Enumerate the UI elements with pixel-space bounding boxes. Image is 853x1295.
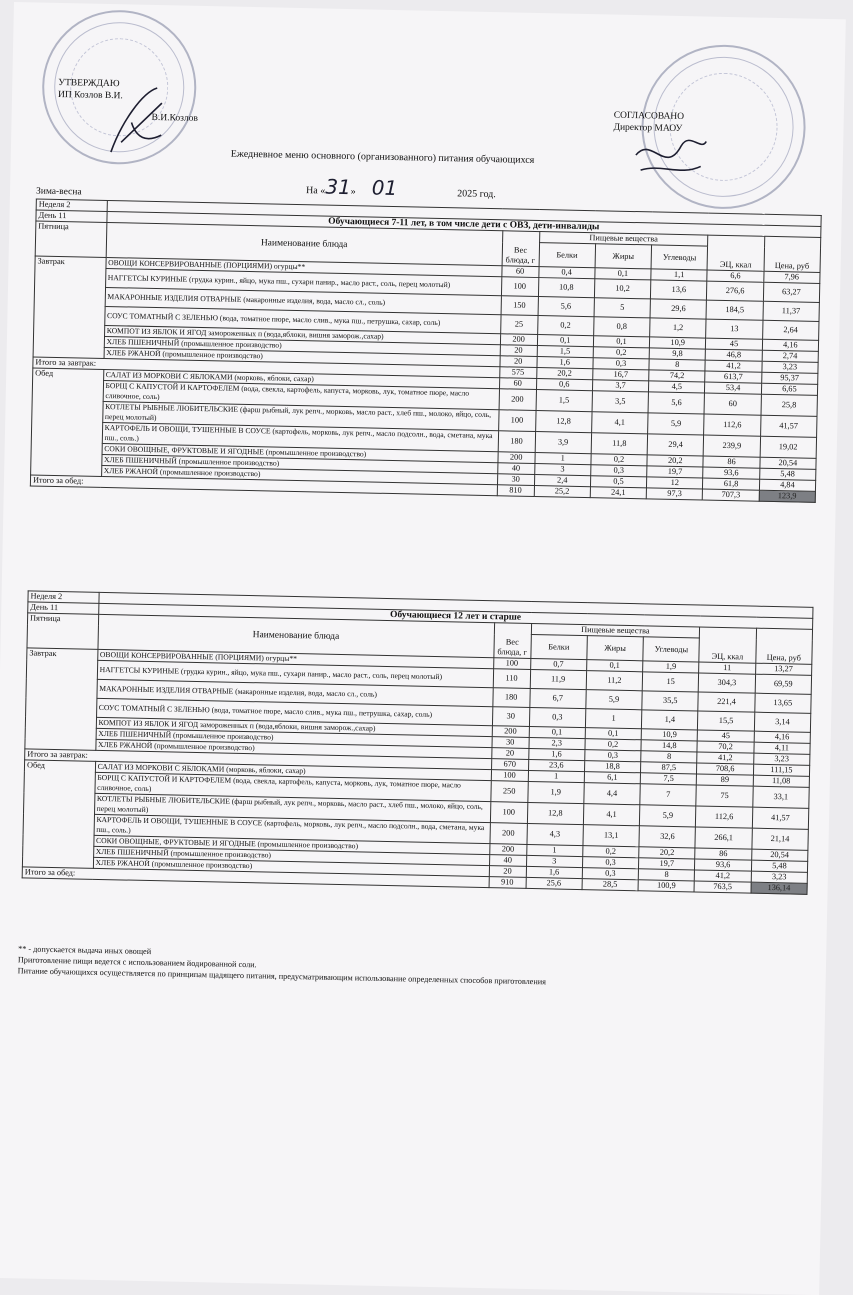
dish-c: 10,9 xyxy=(641,729,697,741)
dish-name: ХЛЕБ ПШЕНИЧНЫЙ (промышленное производство) xyxy=(104,336,500,355)
col-protein: Белки xyxy=(539,243,596,268)
dish-k: 13 xyxy=(706,319,763,339)
dish-k: 112,6 xyxy=(696,806,753,828)
dish-p: 1,5 xyxy=(536,390,593,412)
dish-p: 1,6 xyxy=(528,748,584,760)
dish-f: 0,2 xyxy=(585,739,641,751)
dish-w: 40 xyxy=(497,463,534,475)
total-label: Итого за завтрак: xyxy=(25,749,492,770)
dish-r: 33,1 xyxy=(752,786,809,808)
dish-w: 60 xyxy=(502,266,539,278)
dish-name: МАКАРОННЫЕ ИЗДЕЛИЯ ОТВАРНЫЕ (макаронные изделия, вода, масло сл., соль) xyxy=(105,287,501,314)
col-kcal: ЭЦ, ккал xyxy=(707,235,764,271)
total-k: 707,3 xyxy=(703,489,759,501)
dish-w: 30 xyxy=(497,474,534,486)
dish-f: 13,1 xyxy=(583,825,640,847)
dish-p: 0,2 xyxy=(537,316,594,336)
dish-w: 20 xyxy=(500,345,537,357)
dish-p: 0,1 xyxy=(537,335,593,347)
dish-f: 4,4 xyxy=(584,783,641,805)
total-label: Итого за обед: xyxy=(22,867,489,888)
total-f: 24,1 xyxy=(590,487,646,499)
dish-c: 29,4 xyxy=(647,434,704,456)
dish-r: 69,59 xyxy=(755,674,812,694)
dish-r: 3,23 xyxy=(762,361,819,373)
total-f: 18,8 xyxy=(584,761,640,773)
dish-c: 7 xyxy=(640,784,697,806)
col-nutrients: Пищевые вещества xyxy=(531,623,700,638)
dish-k: 11 xyxy=(699,662,755,674)
dish-r: 13,65 xyxy=(754,693,811,713)
dish-name: КОМПОТ ИЗ ЯБЛОК И ЯГОД замороженных п (вода,яблоки, вишня заморож.,сахар) xyxy=(96,717,492,736)
dish-w: 30 xyxy=(492,707,529,727)
dish-k: 53,4 xyxy=(705,382,761,394)
total-w: 670 xyxy=(491,759,528,771)
dish-k: 15,5 xyxy=(698,711,755,731)
dish-f: 11,8 xyxy=(591,433,648,455)
dish-c: 1,1 xyxy=(651,269,707,281)
dish-c: 1,4 xyxy=(642,710,699,730)
total-label: Итого за завтрак: xyxy=(33,357,500,378)
col-fat: Жиры xyxy=(595,244,652,269)
total-c: 74,2 xyxy=(649,370,705,382)
total-w: 575 xyxy=(499,367,536,379)
dish-c: 9,8 xyxy=(649,348,705,360)
dish-f: 0,5 xyxy=(590,476,646,488)
col-dish: Наименование блюда xyxy=(106,222,503,265)
dish-c: 4,5 xyxy=(649,381,705,393)
dish-p: 4,3 xyxy=(527,823,584,845)
dish-r: 3,23 xyxy=(753,753,810,765)
dish-name: СОУС ТОМАТНЫЙ С ЗЕЛЕНЬЮ (вода, томатное пюре, масло слив., мука пш., петрушка, сахар, соль) xyxy=(104,306,500,333)
col-dish: Наименование блюда xyxy=(98,614,495,657)
dish-p: 11,9 xyxy=(530,669,587,689)
dish-r: 13,27 xyxy=(755,663,812,675)
dish-r: 5,48 xyxy=(751,860,808,872)
dish-c: 19,7 xyxy=(647,466,703,478)
agreed-signature xyxy=(630,125,711,187)
dish-p: 1,5 xyxy=(537,346,593,358)
total-w: 810 xyxy=(497,485,534,497)
dish-p: 0,6 xyxy=(536,379,592,391)
dish-f: 0,2 xyxy=(591,454,647,466)
dish-f: 4,1 xyxy=(591,412,648,434)
footnote-1: ** - допускается выдача иных овощей xyxy=(18,944,152,957)
date-day: 31 xyxy=(325,174,352,200)
dish-c: 13,6 xyxy=(651,280,708,300)
menu-table-2 xyxy=(22,590,814,894)
total-r: 95,37 xyxy=(761,372,818,384)
menu-date: На «31» 01 2025 год. xyxy=(305,174,496,201)
dish-r: 6,65 xyxy=(761,383,818,395)
dish-k: 184,5 xyxy=(706,300,763,320)
dish-f: 0,1 xyxy=(586,660,642,672)
dish-p: 1 xyxy=(526,844,582,856)
dish-c: 10,9 xyxy=(649,337,705,349)
col-carbs: Углеводы xyxy=(651,245,708,270)
dish-k: 221,4 xyxy=(698,692,755,712)
total-c: 100,9 xyxy=(638,880,694,892)
total-p: 25,6 xyxy=(526,877,582,889)
dish-w: 60 xyxy=(499,378,536,390)
dish-k: 112,6 xyxy=(704,414,761,436)
meal-label: Завтрак xyxy=(25,648,98,750)
dish-k: 86 xyxy=(695,848,751,860)
dish-name: СОКИ ОВОЩНЫЕ, ФРУКТОВЫЕ И ЯГОДНЫЕ (промышленное производство) xyxy=(102,443,498,462)
dish-r: 11,37 xyxy=(763,301,820,321)
dish-name: КОМПОТ ИЗ ЯБЛОК И ЯГОД замороженных п (вода,яблоки, вишня заморож.,сахар) xyxy=(104,325,500,344)
dish-k: 45 xyxy=(698,730,754,742)
dish-r: 2,74 xyxy=(762,350,819,362)
dish-r: 25,8 xyxy=(761,394,818,416)
date-month: 01 xyxy=(371,175,398,201)
dish-r: 4,16 xyxy=(762,339,819,351)
dish-name: ОВОЩИ КОНСЕРВИРОВАННЫЕ (ПОРЦИЯМИ) огурцы** xyxy=(97,649,493,668)
dish-w: 110 xyxy=(493,669,530,689)
approve-sign: В.И.Козлов xyxy=(151,112,198,124)
dish-f: 0,2 xyxy=(593,347,649,359)
dish-p: 3,9 xyxy=(535,432,592,454)
dish-k: 41,2 xyxy=(705,360,761,372)
meal-label: Обед xyxy=(22,760,95,868)
dish-name: КОТЛЕТЫ РЫБНЫЕ ЛЮБИТЕЛЬСКИЕ (фарш рыбный, лук репч., морковь, масло раст., хлеб пш., молоко, яйцо, соль, перец молотый) xyxy=(102,401,498,430)
dish-p: 5,6 xyxy=(538,297,595,317)
dish-w: 200 xyxy=(490,823,527,845)
group-title: Обучающиеся 12 лет и старше xyxy=(98,603,812,629)
total-w: 910 xyxy=(489,877,526,889)
col-protein: Белки xyxy=(530,634,587,659)
dish-p: 12,8 xyxy=(527,802,584,824)
dish-c: 7,5 xyxy=(640,773,696,785)
dish-k: 75 xyxy=(696,785,753,807)
dish-f: 0,3 xyxy=(585,750,641,762)
dish-p: 1 xyxy=(528,770,584,782)
dish-f: 0,3 xyxy=(591,465,647,477)
dish-name: ОВОЩИ КОНСЕРВИРОВАННЫЕ (ПОРЦИЯМИ) огурцы** xyxy=(106,257,502,276)
dish-name: ХЛЕБ РЖАНОЙ (промышленное производство) xyxy=(104,347,500,366)
dish-w: 25 xyxy=(500,315,537,335)
dish-c: 8 xyxy=(641,751,697,763)
dish-c: 5,9 xyxy=(639,805,696,827)
total-k: 708,6 xyxy=(697,763,753,775)
dish-c: 15 xyxy=(642,672,699,692)
dish-f: 0,8 xyxy=(593,317,650,337)
dish-name: МАКАРОННЫЕ ИЗДЕЛИЯ ОТВАРНЫЕ (макаронные изделия, вода, масло сл., соль) xyxy=(97,679,493,706)
dish-k: 304,3 xyxy=(699,673,756,693)
dish-c: 29,6 xyxy=(650,299,707,319)
dish-w: 30 xyxy=(492,737,529,749)
dish-w: 20 xyxy=(500,356,537,368)
col-fat: Жиры xyxy=(587,636,644,661)
dish-name: ХЛЕБ ПШЕНИЧНЫЙ (промышленное производство) xyxy=(96,728,492,747)
dish-k: 93,6 xyxy=(695,859,751,871)
total-c: 87,5 xyxy=(641,762,697,774)
total-k: 613,7 xyxy=(705,371,761,383)
menu-table-1 xyxy=(30,199,822,503)
total-f: 28,5 xyxy=(582,879,638,891)
date-year: 2025 год. xyxy=(457,188,496,201)
total-p: 23,6 xyxy=(528,759,584,771)
dish-k: 45 xyxy=(706,338,762,350)
dish-f: 3,5 xyxy=(592,391,649,413)
dish-w: 20 xyxy=(491,748,528,760)
dish-c: 20,2 xyxy=(647,455,703,467)
dish-f: 1 xyxy=(585,709,642,729)
dish-c: 12 xyxy=(647,477,703,489)
dish-f: 0,3 xyxy=(582,868,638,880)
dish-k: 93,6 xyxy=(703,467,759,479)
dish-name: ХЛЕБ РЖАНОЙ (промышленное производство) xyxy=(95,739,491,758)
dish-w: 40 xyxy=(489,855,526,867)
total-r: 123,9 xyxy=(759,490,816,502)
dish-name: БОРЩ С КАПУСТОЙ И КАРТОФЕЛЕМ (вода, свекла, картофель, капуста, морковь, лук, томатное пюре, масло сливочное, соль) xyxy=(95,772,491,801)
dish-r: 4,84 xyxy=(759,479,816,491)
dish-k: 60 xyxy=(704,393,761,415)
menu-sheet xyxy=(0,2,846,1295)
dish-w: 180 xyxy=(493,688,530,708)
dish-p: 2,3 xyxy=(529,737,585,749)
dish-f: 0,3 xyxy=(593,358,649,370)
dish-r: 3,14 xyxy=(754,712,811,732)
agreed-person: Директор МАОУ xyxy=(613,122,683,135)
dish-p: 3 xyxy=(526,855,582,867)
dish-p: 10,8 xyxy=(538,278,595,298)
dish-r: 20,54 xyxy=(760,457,817,469)
total-c: 97,3 xyxy=(646,488,702,500)
dish-p: 1,6 xyxy=(536,357,592,369)
dish-name: САЛАТ ИЗ МОРКОВИ С ЯБЛОКАМИ (морковь, яблоки, сахар) xyxy=(95,761,491,780)
footnote-2: Приготовление пищи ведется с использованием йодированной соли. xyxy=(17,955,257,970)
dish-k: 239,9 xyxy=(704,435,761,457)
dish-r: 19,02 xyxy=(760,436,817,458)
total-label: Итого за обед: xyxy=(30,475,497,496)
dish-f: 11,2 xyxy=(586,671,643,691)
dish-r: 11,08 xyxy=(753,775,810,787)
day-label: День 11 xyxy=(28,602,99,614)
dish-r: 20,54 xyxy=(751,849,808,861)
dish-f: 5,9 xyxy=(586,690,643,710)
agreed-label: СОГЛАСОВАНО xyxy=(613,110,685,123)
weekday-label: Пятница xyxy=(35,221,106,257)
dish-name: НАГГЕТСЫ КУРИНЫЕ (грудка курин., яйцо, мука пш., сухари панир., масло раст., соль, перец молотый) xyxy=(105,268,501,295)
dish-name: КАРТОФЕЛЬ И ОВОЩИ, ТУШЕННЫЕ В СОУСЕ (картофель, морковь, лук репч., масло подсолн., вода, сметана, мука пш., соль.) xyxy=(102,422,498,451)
dish-k: 276,6 xyxy=(707,281,764,301)
dish-f: 10,2 xyxy=(594,279,651,299)
dish-w: 100 xyxy=(501,277,538,297)
dish-k: 6,6 xyxy=(707,270,763,282)
dish-p: 6,7 xyxy=(529,688,586,708)
dish-r: 4,11 xyxy=(754,742,811,754)
dish-p: 0,3 xyxy=(529,707,586,727)
dish-f: 0,1 xyxy=(593,336,649,348)
dish-r: 21,14 xyxy=(752,828,809,850)
dish-k: 61,8 xyxy=(703,478,759,490)
footnote-3: Питание обучающихся осуществляется по принципам щадящего питания, предусматривающим использование определенных способов приготовления xyxy=(17,966,546,987)
col-weight: Вес блюда, г xyxy=(494,623,532,659)
dish-k: 41,2 xyxy=(695,870,751,882)
col-carbs: Углеводы xyxy=(643,637,700,662)
dish-p: 1,6 xyxy=(526,866,582,878)
dish-c: 35,5 xyxy=(642,691,699,711)
dish-p: 0,1 xyxy=(529,726,585,738)
dish-f: 4,1 xyxy=(583,804,640,826)
dish-c: 8 xyxy=(649,359,705,371)
dish-w: 200 xyxy=(499,389,536,411)
dish-p: 1 xyxy=(534,453,590,465)
dish-p: 0,7 xyxy=(530,658,586,670)
col-nutrients: Пищевые вещества xyxy=(539,232,708,247)
dish-w: 20 xyxy=(489,866,526,878)
dish-w: 250 xyxy=(491,781,528,803)
group-title: Обучающиеся 7-11 лет, в том числе дети с ОВЗ, дети-инвалиды xyxy=(107,211,821,237)
dish-name: ХЛЕБ ПШЕНИЧНЫЙ (промышленное производство) xyxy=(93,846,489,865)
week-label: Неделя 2 xyxy=(28,591,99,603)
dish-c: 14,8 xyxy=(641,740,697,752)
total-p: 20,2 xyxy=(536,368,592,380)
dish-name: НАГГЕТСЫ КУРИНЫЕ (грудка курин., яйцо, мука пш., сухари панир., масло раст., соль, перец молотый) xyxy=(97,660,493,687)
dish-w: 100 xyxy=(493,658,530,670)
dish-p: 12,8 xyxy=(535,411,592,433)
dish-w: 200 xyxy=(489,844,526,856)
dish-k: 89 xyxy=(697,774,753,786)
dish-f: 0,2 xyxy=(583,846,639,858)
dish-c: 8 xyxy=(638,869,694,881)
dish-p: 2,4 xyxy=(534,474,590,486)
total-k: 763,5 xyxy=(694,881,750,893)
total-r: 136,14 xyxy=(751,882,808,894)
dish-c: 5,6 xyxy=(648,392,705,414)
meal-label: Обед xyxy=(31,368,104,476)
dish-name: ХЛЕБ РЖАНОЙ (промышленное производство) xyxy=(93,857,489,876)
dish-f: 0,1 xyxy=(595,268,651,280)
col-weight: Вес блюда, г xyxy=(502,231,540,267)
dish-name: КАРТОФЕЛЬ И ОВОЩИ, ТУШЕННЫЕ В СОУСЕ (картофель, морковь, лук репч., масло подсолн., вода, сметана, мука пш., соль.) xyxy=(94,814,490,843)
dish-w: 100 xyxy=(498,410,535,432)
dish-name: КОТЛЕТЫ РЫБНЫЕ ЛЮБИТЕЛЬСКИЕ (фарш рыбный, лук репч., морковь, масло раст., хлеб пш., молоко, яйцо, соль, перец молотый) xyxy=(94,793,490,822)
dish-w: 100 xyxy=(491,770,528,782)
dish-f: 6,1 xyxy=(584,772,640,784)
dish-w: 200 xyxy=(492,726,529,738)
dish-w: 100 xyxy=(490,802,527,824)
dish-r: 3,23 xyxy=(751,871,808,883)
dish-r: 41,57 xyxy=(752,807,809,829)
dish-k: 86 xyxy=(703,456,759,468)
dish-name: ХЛЕБ РЖАНОЙ (промышленное производство) xyxy=(101,465,497,484)
dish-w: 180 xyxy=(498,431,535,453)
dish-name: СОУС ТОМАТНЫЙ С ЗЕЛЕНЬЮ (вода, томатное пюре, масло слив., мука пш., петрушка, сахар, соль) xyxy=(96,698,492,725)
dish-r: 41,57 xyxy=(760,415,817,437)
season-label: Зима-весна xyxy=(35,186,82,198)
dish-w: 200 xyxy=(500,334,537,346)
dish-c: 5,9 xyxy=(648,413,705,435)
dish-f: 3,7 xyxy=(592,380,648,392)
col-kcal: ЭЦ, ккал xyxy=(699,627,756,663)
dish-k: 70,2 xyxy=(697,741,753,753)
day-label: День 11 xyxy=(36,210,107,222)
dish-k: 266,1 xyxy=(695,827,752,849)
total-p: 25,2 xyxy=(534,485,590,497)
col-price: Цена, руб xyxy=(764,236,821,272)
dish-c: 19,7 xyxy=(639,858,695,870)
approve-person: ИП Козлов В.И. xyxy=(57,89,123,102)
dish-k: 41,2 xyxy=(697,752,753,764)
dish-r: 63,27 xyxy=(763,282,820,302)
dish-f: 0,3 xyxy=(582,857,638,869)
approve-label: УТВЕРЖДАЮ xyxy=(58,77,120,90)
dish-c: 32,6 xyxy=(639,826,696,848)
dish-f: 0,1 xyxy=(585,728,641,740)
page-title: Ежедневное меню основного (организованного) питания обучающихся xyxy=(230,148,535,166)
meal-label: Завтрак xyxy=(33,256,106,358)
dish-p: 1,9 xyxy=(527,781,584,803)
dish-name: СОКИ ОВОЩНЫЕ, ФРУКТОВЫЕ И ЯГОДНЫЕ (промышленное производство) xyxy=(93,835,489,854)
dish-r: 2,64 xyxy=(762,320,819,340)
dish-f: 5 xyxy=(594,298,651,318)
dish-c: 20,2 xyxy=(639,847,695,859)
dish-r: 7,96 xyxy=(763,271,820,283)
dish-c: 1,2 xyxy=(650,318,707,338)
dish-name: БОРЩ С КАПУСТОЙ И КАРТОФЕЛЕМ (вода, свекла, картофель, капуста, морковь, лук, томатное пюре, масло сливочное, соль) xyxy=(103,380,499,409)
dish-c: 1,9 xyxy=(643,661,699,673)
dish-w: 150 xyxy=(501,296,538,316)
dish-name: САЛАТ ИЗ МОРКОВИ С ЯБЛОКАМИ (морковь, яблоки, сахар) xyxy=(103,369,499,388)
dish-name: ХЛЕБ ПШЕНИЧНЫЙ (промышленное производство) xyxy=(101,454,497,473)
week-label: Неделя 2 xyxy=(36,199,107,211)
dish-w: 200 xyxy=(498,452,535,464)
dish-p: 0,4 xyxy=(538,267,594,279)
dish-p: 3 xyxy=(534,464,590,476)
weekday-label: Пятница xyxy=(27,613,98,649)
dish-r: 4,16 xyxy=(754,731,811,743)
total-f: 16,7 xyxy=(593,369,649,381)
dish-r: 5,48 xyxy=(759,468,816,480)
total-r: 111,15 xyxy=(753,764,810,776)
col-price: Цена, руб xyxy=(755,628,812,664)
dish-k: 46,8 xyxy=(706,349,762,361)
